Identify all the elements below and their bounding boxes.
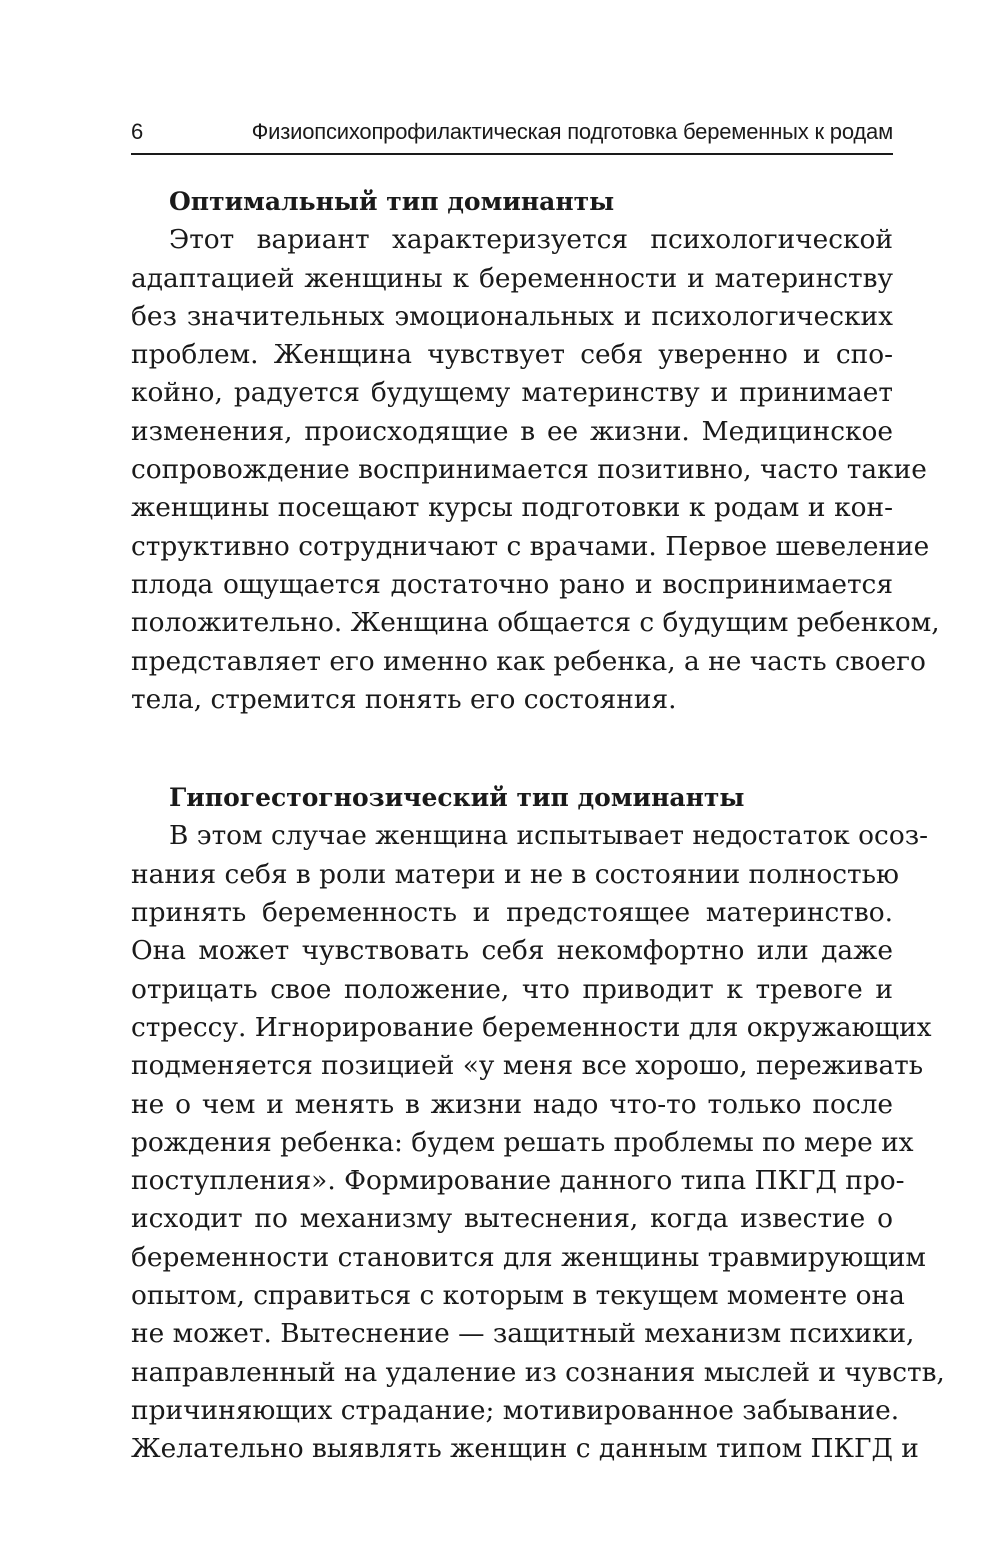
section-gap — [131, 719, 893, 779]
paragraph — [131, 221, 940, 719]
text-line: исходит по механизму вытеснения, когда известие о — [131, 1203, 893, 1235]
section-heading: Гипогестогнозический тип доминанты — [169, 783, 745, 813]
section-heading: Оптимальный тип доминанты — [169, 187, 615, 216]
paragraph — [131, 817, 945, 1468]
text-line: адаптацией женщины к беременности и материнству — [131, 262, 893, 294]
running-head — [131, 113, 893, 155]
text-line: сопровождение воспринимается позитивно, часто такие — [131, 454, 927, 486]
text-line: не может. Вытеснение — защитный механизм психики, — [131, 1318, 915, 1350]
text-line: положительно. Женщина общается с будущим ребенком, — [131, 607, 940, 639]
text-line: опытом, справиться с которым в текущем моменте она — [131, 1280, 905, 1312]
text-line: без значительных эмоциональных и психологических — [131, 300, 893, 332]
text-column — [131, 183, 945, 1469]
text-line: рождения ребенка: будем решать проблемы по мере их — [131, 1126, 914, 1158]
text-line: поступления». Формирование данного типа ПКГД про- — [131, 1165, 905, 1197]
text-line: направленный на удаление из сознания мыслей и чувств, — [131, 1356, 945, 1388]
text-line: тела, стремится понять его состояния. — [131, 683, 677, 715]
section-hypogestognosic-type — [131, 779, 945, 1468]
running-title: Физиопсихопрофилактическая подготовка беременных к родам — [251, 119, 893, 144]
text-line: В этом случае женщина испытывает недостаток осоз- — [169, 820, 929, 852]
text-line: представляет его именно как ребенка, а не часть своего — [131, 645, 926, 677]
text-line: подменяется позицией «у меня все хорошо, переживать — [131, 1050, 924, 1082]
text-line: нания себя в роли матери и не в состоянии полностью — [131, 858, 899, 890]
text-line: не о чем и менять в жизни надо что-то только после — [131, 1088, 893, 1120]
section-optimal-type — [131, 183, 940, 719]
text-line: женщины посещают курсы подготовки к родам и кон- — [131, 492, 893, 524]
text-line: Желательно выявлять женщин с данным типом ПКГД и — [131, 1433, 919, 1465]
text-line: стрессу. Игнорирование беременности для окружающих — [131, 1011, 932, 1043]
text-line: структивно сотрудничают с врачами. Первое шевеление — [131, 530, 930, 562]
text-line: принять беременность и предстоящее материнство. — [131, 897, 893, 929]
text-line: изменения, происходящие в ее жизни. Медицинское — [131, 415, 893, 447]
text-line: Этот вариант характеризуется психологической — [169, 224, 893, 256]
text-line: отрицать свое положение, что приводит к тревоге и — [131, 973, 893, 1005]
text-line: Она может чувствовать себя некомфортно или даже — [131, 935, 893, 967]
page-number: 6 — [131, 119, 144, 144]
text-line: проблем. Женщина чувствует себя уверенно и спо- — [131, 339, 893, 371]
text-line: плода ощущается достаточно рано и воспринимается — [131, 568, 893, 600]
text-line: койно, радуется будущему материнству и принимает — [131, 377, 893, 409]
text-line: причиняющих страдание; мотивированное забывание. — [131, 1394, 900, 1426]
text-line: беременности становится для женщины травмирующим — [131, 1241, 926, 1273]
